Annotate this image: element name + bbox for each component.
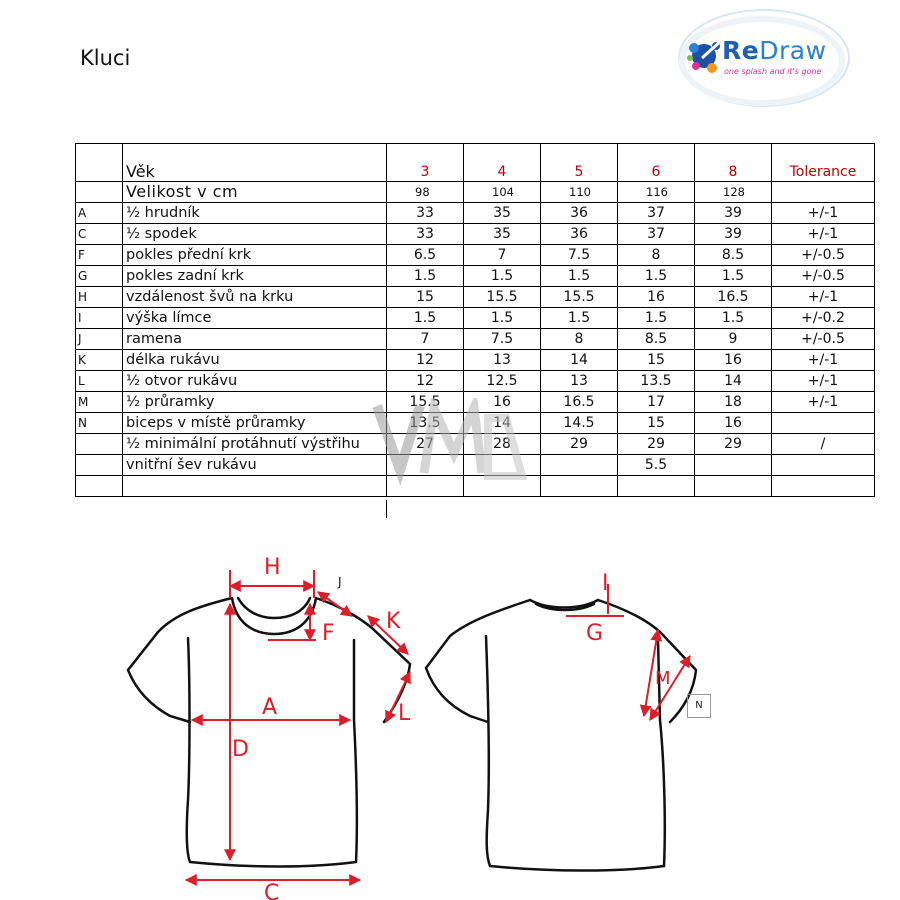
measure-value: 16 (618, 287, 695, 308)
measure-label (123, 476, 387, 497)
measure-j-line (318, 592, 352, 616)
measure-label: vnitřní šev rukávu (123, 455, 387, 476)
measure-code: G (76, 266, 123, 287)
measure-value: 12 (387, 350, 464, 371)
measure-value: 29 (618, 434, 695, 455)
measure-value: 12 (387, 371, 464, 392)
measure-tolerance: +/-0.5 (772, 245, 875, 266)
measure-value: 7.5 (464, 329, 541, 350)
measure-tolerance: +/-1 (772, 350, 875, 371)
size-header: 5 (541, 144, 618, 182)
measure-value: 8 (618, 245, 695, 266)
measure-value: 7 (464, 245, 541, 266)
measure-value (695, 455, 772, 476)
measure-value (618, 476, 695, 497)
size-header: 4 (464, 144, 541, 182)
measure-value: 36 (541, 203, 618, 224)
size-cm-value: 110 (541, 182, 618, 203)
measure-value: 13 (541, 371, 618, 392)
measure-code (76, 455, 123, 476)
measure-value: 16 (464, 392, 541, 413)
measure-tolerance: +/-1 (772, 203, 875, 224)
measure-value: 33 (387, 203, 464, 224)
label-g: G (586, 621, 604, 646)
measure-label: délka rukávu (123, 350, 387, 371)
measure-label: ½ otvor rukávu (123, 371, 387, 392)
measure-tolerance (772, 476, 875, 497)
table-row (76, 350, 875, 371)
measure-code: M (76, 392, 123, 413)
measure-tolerance (772, 455, 875, 476)
size-header: 8 (695, 144, 772, 182)
measure-value: 16 (695, 413, 772, 434)
logo-wordmark: ReDraw (722, 36, 827, 65)
measure-value: 14.5 (541, 413, 618, 434)
measure-value: 5.5 (618, 455, 695, 476)
logo-tagline: one splash and it's gone (724, 67, 822, 76)
measure-code: K (76, 350, 123, 371)
measure-tolerance: +/-0.5 (772, 329, 875, 350)
measure-value: 1.5 (541, 308, 618, 329)
measure-value: 37 (618, 224, 695, 245)
label-l: L (398, 701, 411, 726)
measure-value: 17 (618, 392, 695, 413)
front-tshirt-outline (128, 598, 410, 867)
table-row (76, 287, 875, 308)
measure-value: 35 (464, 203, 541, 224)
measure-value: 16 (695, 350, 772, 371)
measure-value: 7.5 (541, 245, 618, 266)
label-m: M (655, 668, 671, 689)
measure-tolerance: +/-0.2 (772, 308, 875, 329)
measure-value: 1.5 (387, 266, 464, 287)
measure-label: ramena (123, 329, 387, 350)
size-cm-value: 128 (695, 182, 772, 203)
measure-code: J (76, 329, 123, 350)
measure-code: L (76, 371, 123, 392)
table-row (76, 371, 875, 392)
measure-value (541, 455, 618, 476)
measure-tolerance: +/-0.5 (772, 266, 875, 287)
measure-tolerance: +/-1 (772, 224, 875, 245)
table-row (76, 308, 875, 329)
measure-value: 36 (541, 224, 618, 245)
measure-label: biceps v místě průramky (123, 413, 387, 434)
measure-label: ½ spodek (123, 224, 387, 245)
measure-value: 33 (387, 224, 464, 245)
measure-value: 29 (695, 434, 772, 455)
measure-value: 13 (464, 350, 541, 371)
measure-label: výška límce (123, 308, 387, 329)
measure-code: F (76, 245, 123, 266)
measure-value: 15 (387, 287, 464, 308)
table-row (76, 224, 875, 245)
measure-tolerance: +/-1 (772, 392, 875, 413)
measure-value: 39 (695, 224, 772, 245)
size-header: 3 (387, 144, 464, 182)
tshirt-diagram (0, 540, 900, 900)
measure-tolerance: / (772, 434, 875, 455)
table-divider (386, 500, 387, 518)
measure-value (695, 476, 772, 497)
measure-value: 7 (387, 329, 464, 350)
label-f: F (322, 621, 335, 646)
measure-tolerance (772, 413, 875, 434)
table-row (76, 329, 875, 350)
measure-value: 1.5 (464, 308, 541, 329)
measure-code: N (76, 413, 123, 434)
table-cell (772, 182, 875, 203)
measure-value: 6.5 (387, 245, 464, 266)
measure-label: ½ minimální protáhnutí výstřihu (123, 434, 387, 455)
measure-label: pokles přední krk (123, 245, 387, 266)
measure-value: 14 (695, 371, 772, 392)
table-cell (76, 182, 123, 203)
measure-code (76, 434, 123, 455)
label-d: D (232, 737, 249, 762)
page-title: Kluci (80, 46, 131, 70)
measure-value: 14 (464, 413, 541, 434)
measure-value: 1.5 (618, 308, 695, 329)
tolerance-header: Tolerance (772, 144, 875, 182)
size-cm-value: 116 (618, 182, 695, 203)
measure-value: 12.5 (464, 371, 541, 392)
measure-value: 14 (541, 350, 618, 371)
measure-value: 15 (618, 413, 695, 434)
measure-label: pokles zadní krk (123, 266, 387, 287)
measure-value: 27 (387, 434, 464, 455)
label-i: I (602, 571, 609, 596)
size-cm-row (76, 182, 875, 203)
measure-value (541, 476, 618, 497)
label-c: C (264, 881, 280, 900)
redraw-logo (672, 6, 852, 112)
measure-value: 39 (695, 203, 772, 224)
measure-value: 13.5 (618, 371, 695, 392)
measure-tolerance: +/-1 (772, 287, 875, 308)
measure-value: 16.5 (695, 287, 772, 308)
measure-value: 37 (618, 203, 695, 224)
measure-code: H (76, 287, 123, 308)
measure-code: I (76, 308, 123, 329)
size-header: 6 (618, 144, 695, 182)
measure-value: 13.5 (387, 413, 464, 434)
measure-code: A (76, 203, 123, 224)
table-row (76, 245, 875, 266)
table-header-row (76, 144, 875, 182)
size-cm-value: 98 (387, 182, 464, 203)
measure-value: 1.5 (695, 308, 772, 329)
measure-value: 15 (618, 350, 695, 371)
measure-value: 29 (541, 434, 618, 455)
measure-value: 35 (464, 224, 541, 245)
measure-value: 15.5 (387, 392, 464, 413)
measure-label: vzdálenost švů na krku (123, 287, 387, 308)
age-header: Věk (123, 144, 387, 182)
table-cell (76, 144, 123, 182)
measure-value: 15.5 (464, 287, 541, 308)
measure-value: 8.5 (695, 245, 772, 266)
label-j: J (338, 575, 342, 589)
measure-value: 1.5 (464, 266, 541, 287)
measure-value: 8.5 (618, 329, 695, 350)
measure-value: 1.5 (618, 266, 695, 287)
size-cm-value: 104 (464, 182, 541, 203)
size-cm-label: Velikost v cm (123, 182, 387, 203)
label-n: N (687, 694, 711, 718)
measure-tolerance: +/-1 (772, 371, 875, 392)
measure-value: 15.5 (541, 287, 618, 308)
measure-value: 18 (695, 392, 772, 413)
measure-value: 8 (541, 329, 618, 350)
measure-value: 9 (695, 329, 772, 350)
measure-label: ½ průramky (123, 392, 387, 413)
table-row (76, 203, 875, 224)
measure-code (76, 476, 123, 497)
measure-value: 28 (464, 434, 541, 455)
measure-value: 1.5 (387, 308, 464, 329)
vmd-watermark-icon (372, 398, 532, 488)
measure-value: 1.5 (541, 266, 618, 287)
label-k: K (386, 609, 401, 634)
measure-value: 16.5 (541, 392, 618, 413)
label-a: A (262, 695, 278, 720)
label-h: H (264, 555, 281, 580)
measure-label: ½ hrudník (123, 203, 387, 224)
measure-code: C (76, 224, 123, 245)
measure-value: 1.5 (695, 266, 772, 287)
table-row (76, 266, 875, 287)
